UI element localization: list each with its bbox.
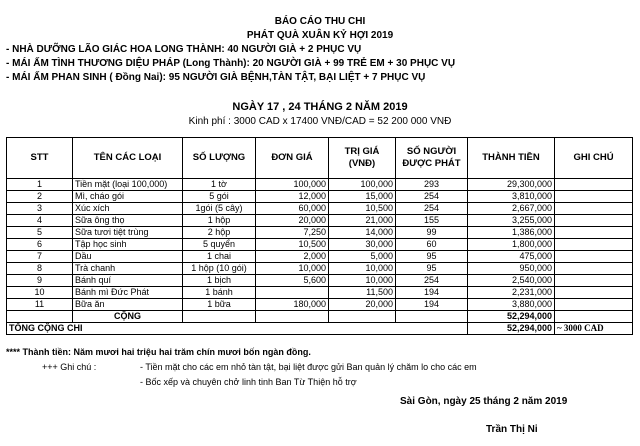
header-recipients: SỐ NGƯỜI ĐƯỢC PHÁT xyxy=(396,138,468,179)
row-value: 21,000 xyxy=(329,215,396,227)
row-quantity: 5 gói xyxy=(183,191,256,203)
expense-table xyxy=(6,137,633,335)
amount-in-words: **** Thành tiền: Năm mươi hai triệu hai trăm chín mươi bốn ngàn đồng. xyxy=(6,347,311,357)
row-note xyxy=(555,287,633,299)
row-item-name: Bánh mì Đức Phát xyxy=(73,287,183,299)
row-item-name: Trà chanh xyxy=(73,263,183,275)
total-cad-note: ~ 3000 CAD xyxy=(555,323,633,335)
table-row xyxy=(7,275,633,287)
row-note xyxy=(555,263,633,275)
row-stt: 10 xyxy=(7,287,73,299)
row-unit-price: 20,000 xyxy=(256,215,329,227)
row-value: 10,500 xyxy=(329,203,396,215)
row-recipients: 254 xyxy=(396,191,468,203)
row-value: 10,000 xyxy=(329,263,396,275)
row-stt: 5 xyxy=(7,227,73,239)
header-unit-price: ĐƠN GIÁ xyxy=(256,138,329,179)
row-quantity: 1 bữa xyxy=(183,299,256,311)
table-row xyxy=(7,203,633,215)
row-unit-price: 5,600 xyxy=(256,275,329,287)
row-amount: 1,386,000 xyxy=(468,227,555,239)
row-unit-price: 60,000 xyxy=(256,203,329,215)
total-label: TỔNG CỘNG CHI xyxy=(7,323,183,335)
row-recipients: 194 xyxy=(396,287,468,299)
row-note xyxy=(555,203,633,215)
row-item-name: Xúc xích xyxy=(73,203,183,215)
row-amount: 475,000 xyxy=(468,251,555,263)
header-quantity: SỐ LƯỢNG xyxy=(183,138,256,179)
row-stt: 3 xyxy=(7,203,73,215)
row-note xyxy=(555,215,633,227)
row-stt: 6 xyxy=(7,239,73,251)
row-quantity: 1 bánh xyxy=(183,287,256,299)
row-unit-price: 7,250 xyxy=(256,227,329,239)
row-item-name: Bánh quí xyxy=(73,275,183,287)
row-item-name: Mì, cháo gói xyxy=(73,191,183,203)
row-unit-price: 10,000 xyxy=(256,263,329,275)
row-note xyxy=(555,179,633,191)
row-stt: 7 xyxy=(7,251,73,263)
row-unit-price: 12,000 xyxy=(256,191,329,203)
row-amount: 29,300,000 xyxy=(468,179,555,191)
table-row xyxy=(7,191,633,203)
row-amount: 950,000 xyxy=(468,263,555,275)
row-quantity: 1 hộp xyxy=(183,215,256,227)
subtotal-label: CỘNG xyxy=(73,311,183,323)
subtotal-value: 52,294,000 xyxy=(468,311,555,323)
row-item-name: Dầu xyxy=(73,251,183,263)
table-header-row xyxy=(7,138,633,179)
total-row xyxy=(7,323,633,335)
row-unit-price: 10,500 xyxy=(256,239,329,251)
header-amount: THÀNH TIỀN xyxy=(468,138,555,179)
row-quantity: 5 quyển xyxy=(183,239,256,251)
row-amount: 2,540,000 xyxy=(468,275,555,287)
row-amount: 2,667,000 xyxy=(468,203,555,215)
row-note xyxy=(555,191,633,203)
report-subtitle: PHÁT QUÀ XUÂN KỶ HỢI 2019 xyxy=(246,30,394,41)
row-unit-price: 100,000 xyxy=(256,179,329,191)
row-stt: 2 xyxy=(7,191,73,203)
row-amount: 3,810,000 xyxy=(468,191,555,203)
header-value: TRỊ GIÁ (VNĐ) xyxy=(329,138,396,179)
row-value: 100,000 xyxy=(329,179,396,191)
row-recipients: 60 xyxy=(396,239,468,251)
row-quantity: 1 tờ xyxy=(183,179,256,191)
row-quantity: 1 hộp (10 gói) xyxy=(183,263,256,275)
row-stt: 8 xyxy=(7,263,73,275)
row-note xyxy=(555,227,633,239)
row-amount: 3,880,000 xyxy=(468,299,555,311)
notes-label: +++ Ghi chú : xyxy=(42,362,97,372)
row-value: 14,000 xyxy=(329,227,396,239)
row-amount: 2,231,000 xyxy=(468,287,555,299)
table-row xyxy=(7,239,633,251)
row-item-name: Sữa ông thọ xyxy=(73,215,183,227)
subtotal-row xyxy=(7,311,633,323)
row-recipients: 95 xyxy=(396,251,468,263)
row-unit-price: 180,000 xyxy=(256,299,329,311)
row-item-name: Bữa ăn xyxy=(73,299,183,311)
note-item-2: - Bốc xếp và chuyên chở linh tinh Ban Từ Thiện hỗ trợ xyxy=(140,377,357,387)
row-recipients: 95 xyxy=(396,263,468,275)
table-row xyxy=(7,263,633,275)
row-recipients: 155 xyxy=(396,215,468,227)
header-stt: STT xyxy=(7,138,73,179)
table-row xyxy=(7,287,633,299)
row-recipients: 99 xyxy=(396,227,468,239)
row-note xyxy=(555,239,633,251)
row-value: 5,000 xyxy=(329,251,396,263)
row-item-name: Tập học sinh xyxy=(73,239,183,251)
row-unit-price: 2,000 xyxy=(256,251,329,263)
row-item-name: Tiền mặt (loại 100,000) xyxy=(73,179,183,191)
row-note xyxy=(555,251,633,263)
report-title: BÁO CÁO THU CHI xyxy=(274,16,366,27)
row-note xyxy=(555,299,633,311)
row-recipients: 254 xyxy=(396,203,468,215)
row-quantity: 2 hộp xyxy=(183,227,256,239)
total-value: 52,294,000 xyxy=(468,323,555,335)
row-stt: 1 xyxy=(7,179,73,191)
table-row xyxy=(7,227,633,239)
row-value: 20,000 xyxy=(329,299,396,311)
row-value: 11,500 xyxy=(329,287,396,299)
row-quantity: 1 bịch xyxy=(183,275,256,287)
row-recipients: 194 xyxy=(396,299,468,311)
row-recipients: 254 xyxy=(396,275,468,287)
table-row xyxy=(7,179,633,191)
row-value: 10,000 xyxy=(329,275,396,287)
note-item-1: - Tiền mặt cho các em nhỏ tàn tật, bại liệt được gửi Ban quản lý chăm lo cho các em xyxy=(140,362,477,372)
row-item-name: Sữa tươi tiệt trùng xyxy=(73,227,183,239)
recipient-line-3: - MÁI ẤM PHAN SINH ( Đồng Nai): 95 NGƯỜI GIÀ BỆNH,TÀN TẬT, BẠI LIỆT + 7 PHỤC VỤ xyxy=(6,72,426,83)
table-row xyxy=(7,299,633,311)
budget-line: Kinh phí : 3000 CAD x 17400 VNĐ/CAD = 52 200 000 VNĐ xyxy=(188,116,452,127)
signer-name: Trần Thị Ni xyxy=(486,424,538,435)
row-value: 30,000 xyxy=(329,239,396,251)
row-quantity: 1gói (5 cây) xyxy=(183,203,256,215)
report-date: NGÀY 17 , 24 THÁNG 2 NĂM 2019 xyxy=(232,101,408,113)
header-name: TÊN CÁC LOẠI xyxy=(73,138,183,179)
row-amount: 3,255,000 xyxy=(468,215,555,227)
row-value: 15,000 xyxy=(329,191,396,203)
row-amount: 1,800,000 xyxy=(468,239,555,251)
recipient-line-2: - MÁI ẤM TÌNH THƯƠNG DIỆU PHÁP (Long Thành): 20 NGƯỜI GIÀ + 99 TRẺ EM + 30 PHỤC VỤ xyxy=(6,58,456,69)
place-and-date: Sài Gòn, ngày 25 tháng 2 năm 2019 xyxy=(400,396,568,407)
row-stt: 11 xyxy=(7,299,73,311)
header-note: GHI CHÚ xyxy=(555,138,633,179)
row-stt: 4 xyxy=(7,215,73,227)
row-unit-price xyxy=(256,287,329,299)
row-recipients: 293 xyxy=(396,179,468,191)
table-row xyxy=(7,251,633,263)
row-note xyxy=(555,275,633,287)
recipient-line-1: - NHÀ DƯỠNG LÃO GIÁC HOA LONG THÀNH: 40 NGƯỜI GIÀ + 2 PHỤC VỤ xyxy=(6,44,362,55)
table-row xyxy=(7,215,633,227)
row-quantity: 1 chai xyxy=(183,251,256,263)
row-stt: 9 xyxy=(7,275,73,287)
